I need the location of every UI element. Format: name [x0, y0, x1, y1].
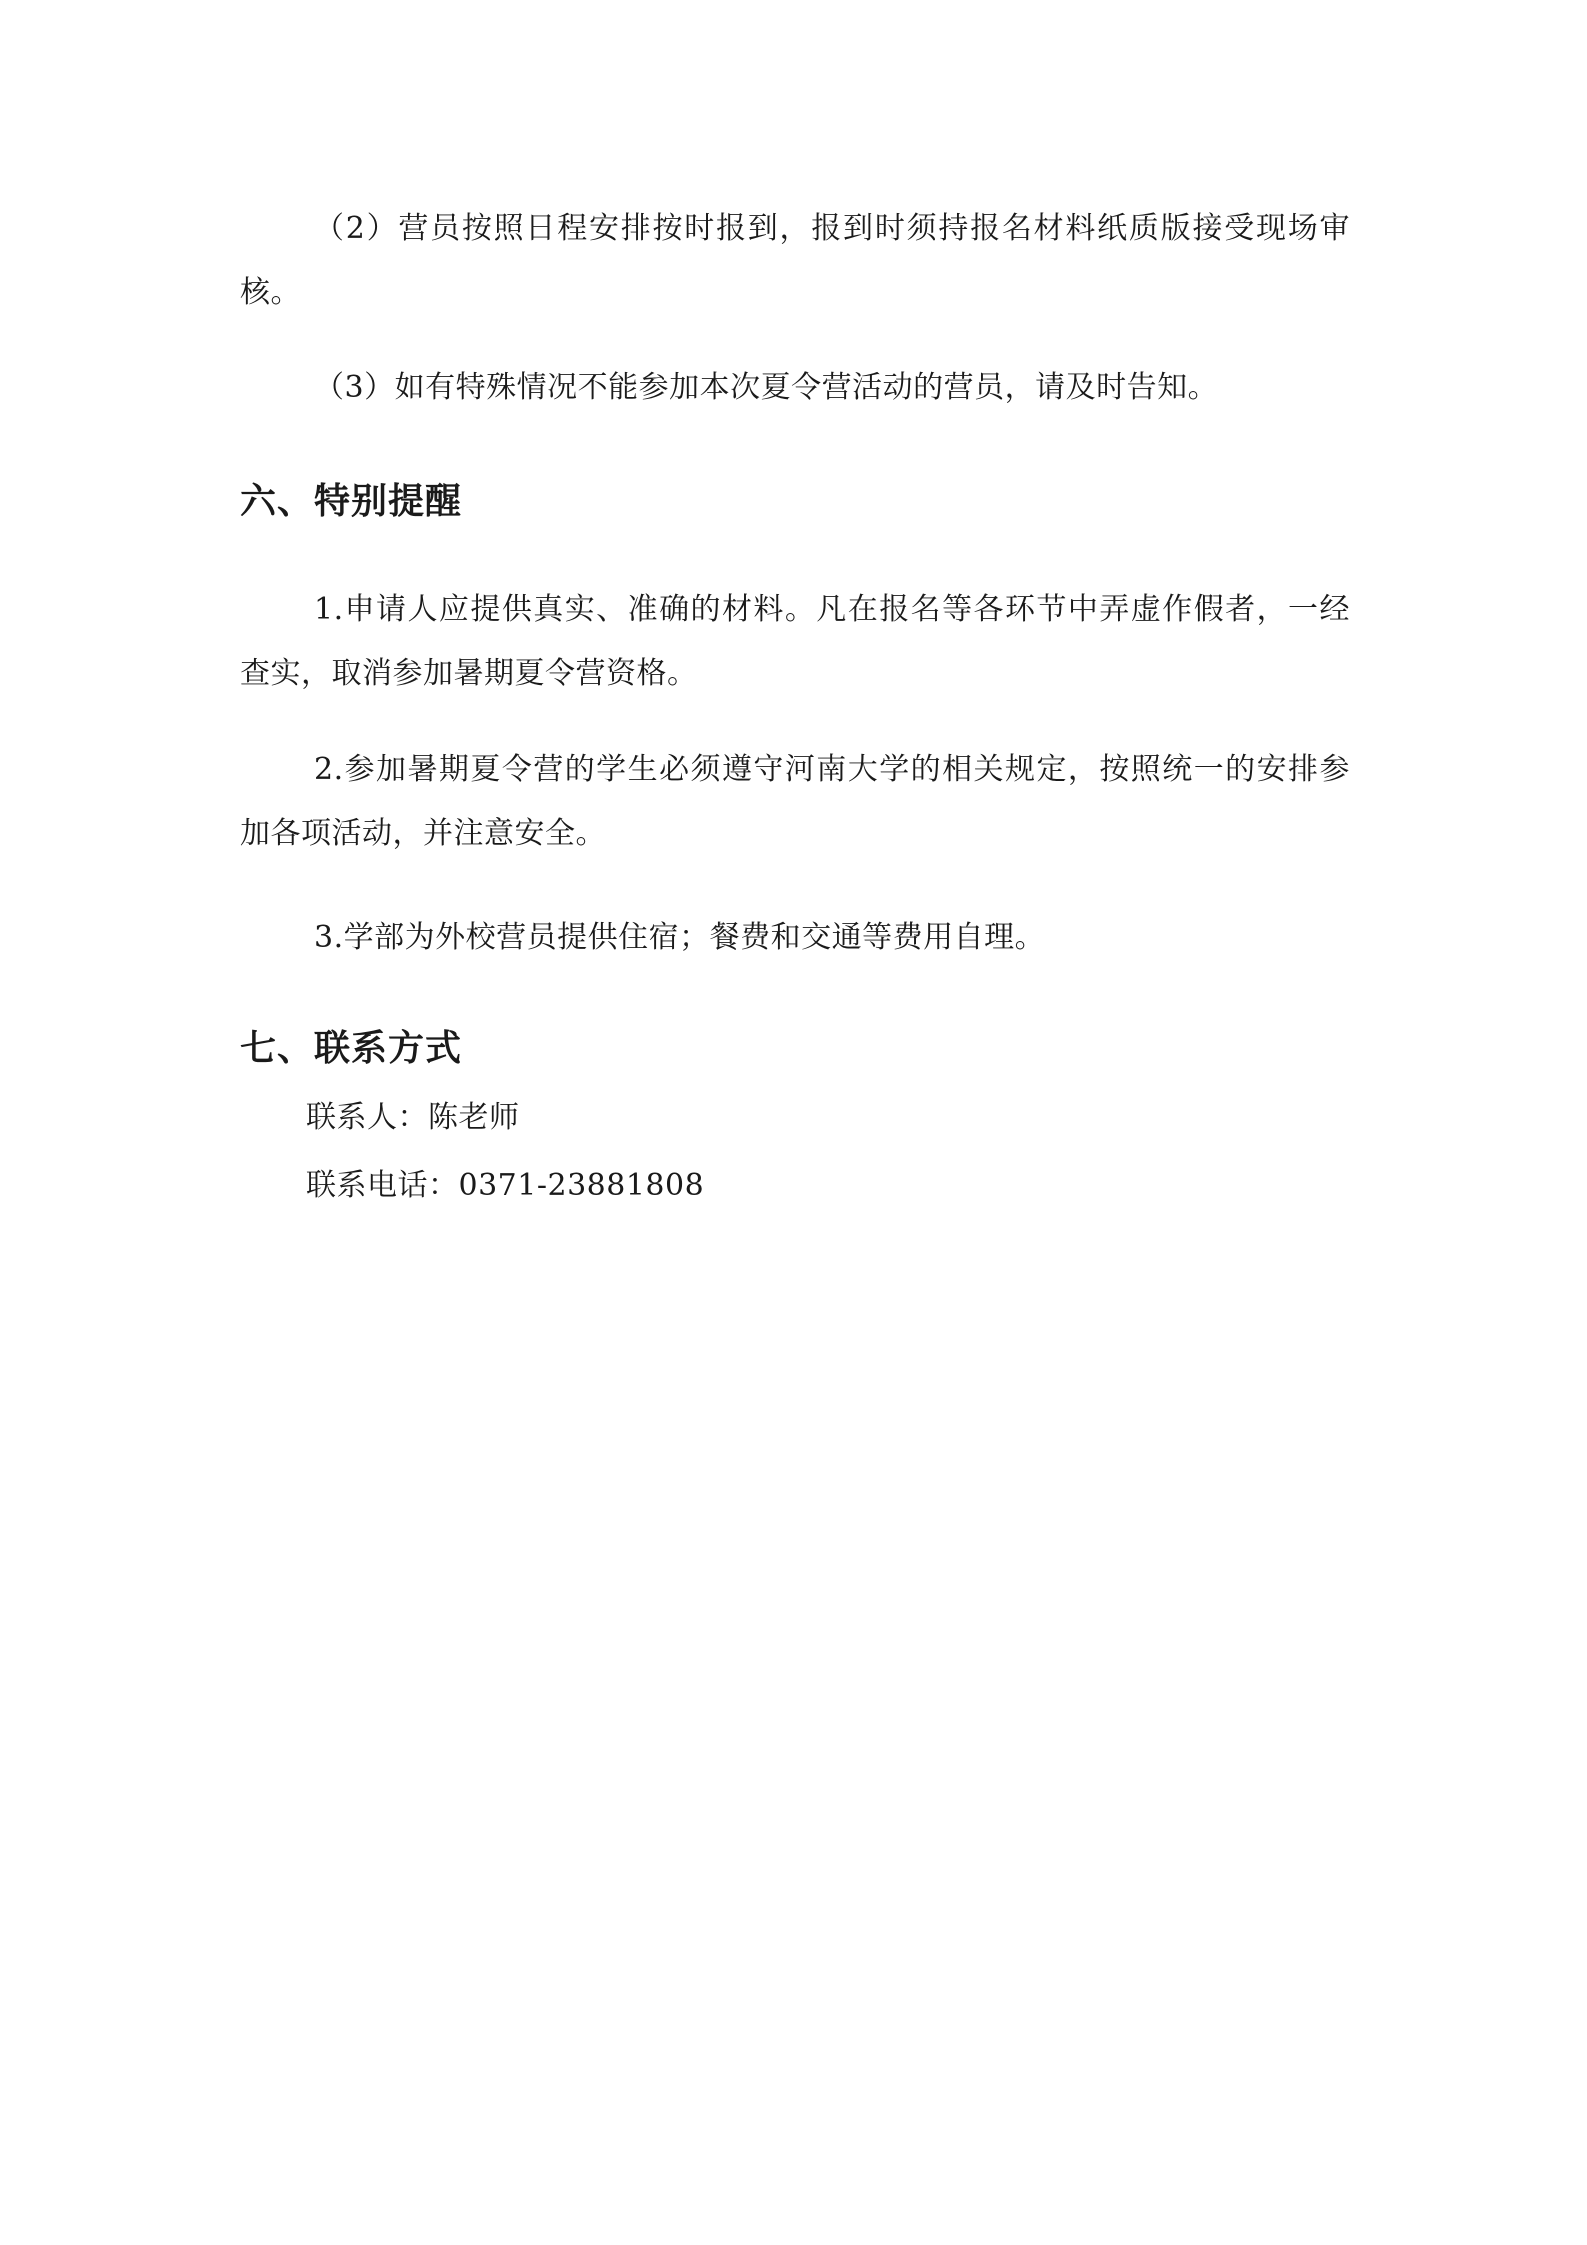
paragraph-reminder-3: 3.学部为外校营员提供住宿；餐费和交通等费用自理。: [314, 920, 1046, 955]
contact-phone: 联系电话：0371-23881808: [306, 1168, 705, 1203]
section-heading-contact: 七、联系方式: [240, 1028, 463, 1069]
paragraph-reminder-1: 1.申请人应提供真实、准确的材料。凡在报名等各环节中弄虚作假者，一经查实，取消参加暑期夏令营资格。: [240, 592, 1350, 691]
section-heading-special-reminder: 六、特别提醒: [240, 481, 463, 522]
contact-person: 联系人：陈老师: [306, 1100, 520, 1135]
paragraph-special-circumstances: （3）如有特殊情况不能参加本次夏令营活动的营员，请及时告知。: [314, 370, 1219, 405]
paragraph-report-on-time: （2）营员按照日程安排按时报到，报到时须持报名材料纸质版接受现场审核。: [240, 211, 1350, 310]
paragraph-reminder-2: 2.参加暑期夏令营的学生必须遵守河南大学的相关规定，按照统一的安排参加各项活动，并注意安全。: [240, 752, 1350, 851]
